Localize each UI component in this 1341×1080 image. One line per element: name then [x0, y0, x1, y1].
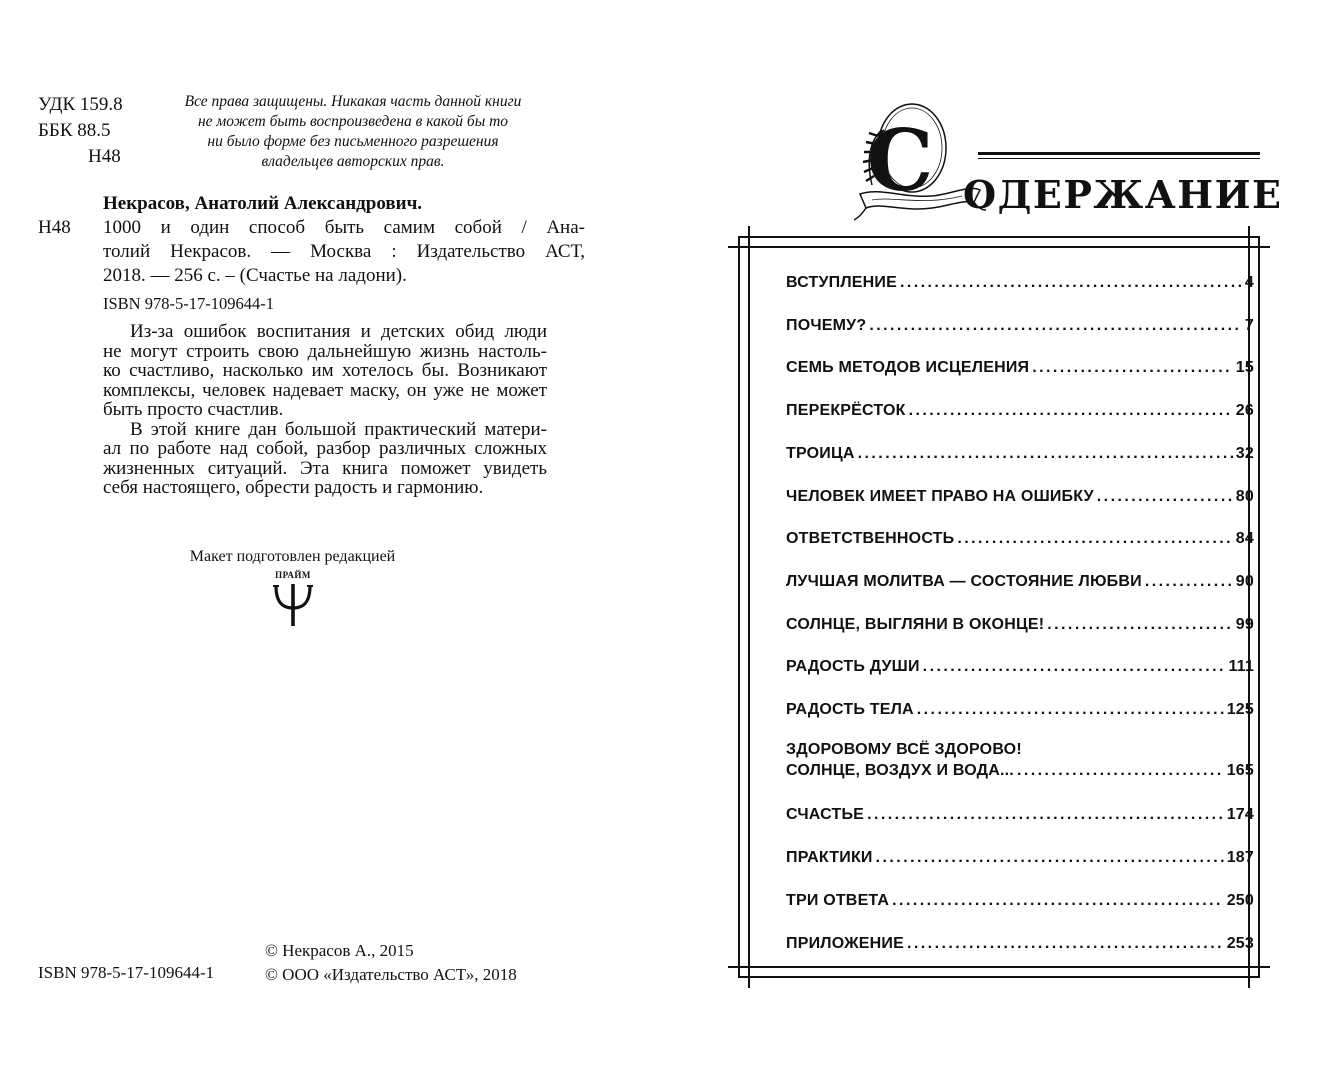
toc-entry [786, 804, 1254, 825]
toc-entry-page: 4 [1244, 274, 1254, 291]
toc-dot-leader [957, 528, 1232, 549]
annotation-line: себя настоящего, обрести радость и гармонию. [103, 477, 484, 498]
catalog-line: 2018. — 256 с. – (Счастье на ладони). [103, 265, 407, 286]
toc-entry-row [786, 699, 1254, 720]
toc-dot-leader [909, 400, 1233, 421]
annotation [103, 322, 547, 498]
toc-dot-leader [917, 699, 1224, 720]
toc-entry-page: 7 [1244, 316, 1254, 334]
toc-entry-page: 125 [1226, 701, 1254, 718]
toc-dot-leader [1097, 486, 1233, 507]
toc-entry-title: ОТВЕТСТВЕННОСТЬ [786, 530, 955, 548]
author-name: Некрасов, Анатолий Александрович. [103, 193, 423, 214]
toc-entry-page: 187 [1226, 849, 1254, 867]
bbk-code: ББК 88.5 [38, 120, 111, 141]
heading-initial: С [866, 111, 934, 210]
isbn-bottom: ISBN 978-5-17-109644-1 [38, 963, 215, 982]
frame-rule [748, 226, 750, 988]
toc-entry-title: ПРИЛОЖЕНИЕ [786, 934, 904, 952]
copyright-line: © Некрасов А., 2015 [265, 941, 414, 960]
annotation-line: Из-за ошибок воспитания и детских обид люди [130, 321, 547, 342]
toc-entry-row [786, 760, 1254, 781]
toc-entry-title: ЧЕЛОВЕК ИМЕЕТ ПРАВО НА ОШИБКУ [786, 487, 1094, 505]
annotation-line: жизненных ситуаций. Эта книга поможет увидеть [103, 457, 547, 479]
udc-code: УДК 159.8 [38, 94, 123, 115]
contents-page [680, 0, 1341, 1080]
catalog-line: 1000 и один способ быть самим собой / Ана- [103, 217, 585, 238]
toc-entry-row [786, 847, 1254, 868]
toc-entry-title-line: ЗДОРОВОМУ ВСЁ ЗДОРОВО! [786, 740, 1022, 758]
toc-entry-row [786, 933, 1254, 954]
toc-entry-page: 253 [1226, 934, 1254, 952]
toc-entry [786, 528, 1254, 549]
toc-entry [786, 571, 1254, 592]
copyright [265, 939, 517, 987]
toc-entry-title: СОЛНЦЕ, ВОЗДУХ И ВОДА... [786, 761, 1014, 779]
toc-entry-row [786, 486, 1254, 507]
toc-entry-row [786, 528, 1254, 549]
ornate-initial-icon [852, 90, 987, 240]
toc-entry-page: 174 [1226, 806, 1254, 824]
toc-entry [786, 739, 1254, 781]
toc-entry [786, 847, 1254, 868]
rights-line: не может быть воспроизведена в какой бы то [197, 113, 509, 130]
toc-entry-page: 165 [1226, 761, 1254, 779]
toc-dot-leader [858, 443, 1233, 464]
toc-dot-leader [1017, 760, 1224, 781]
toc-entry-title: ТРИ ОТВЕТА [786, 891, 890, 909]
rights-line: владельцев авторских прав. [261, 153, 445, 170]
toc-entry-page: 90 [1235, 572, 1254, 590]
toc-dot-leader [876, 847, 1224, 868]
toc-entry-row [786, 443, 1254, 464]
frame-rule [728, 246, 1270, 248]
toc-dot-leader [867, 804, 1224, 825]
toc-entry-page: 99 [1235, 615, 1254, 633]
toc-dot-leader [1032, 357, 1233, 378]
toc-entry-page: 26 [1235, 402, 1254, 420]
frame-rule [728, 966, 1270, 968]
annotation-line: В этой книге дан большой практический матери- [130, 418, 547, 440]
toc-entry [786, 443, 1254, 464]
copyright-line: © ООО «Издательство АСТ», 2018 [265, 965, 517, 984]
layout-credit: Макет подготовлен редакцией [189, 548, 396, 565]
toc-entry-row [786, 315, 1254, 336]
toc-entry [786, 315, 1254, 336]
toc-dot-leader [892, 890, 1224, 911]
author-mark: Н48 [88, 146, 121, 167]
toc-entry [786, 486, 1254, 507]
toc-entry-row [786, 272, 1254, 293]
toc-entry-row [786, 571, 1254, 592]
toc-entry-row [786, 400, 1254, 421]
rights-line: Все права защищены. Никакая часть данной книги [184, 93, 522, 110]
toc-entry-page: 80 [1235, 487, 1254, 505]
toc-entry-title: ПОЧЕМУ? [786, 316, 867, 334]
toc-entry [786, 272, 1254, 293]
toc-entry [786, 656, 1254, 677]
toc-entry [786, 933, 1254, 954]
toc-dot-leader [923, 656, 1226, 677]
toc-entry-title: ЛУЧШАЯ МОЛИТВА — СОСТОЯНИЕ ЛЮБВИ [786, 572, 1142, 590]
toc-entry-title: ВСТУПЛЕНИЕ [786, 274, 897, 291]
toc-entry [786, 699, 1254, 720]
annotation-line: не могут строить свою дальнейшую жизнь настоль- [103, 340, 547, 362]
toc-entry-title: ТРОИЦА [786, 444, 855, 462]
toc-dot-leader [900, 272, 1242, 293]
toc-entry-title: ПРАКТИКИ [786, 849, 873, 867]
toc-entry-row [786, 656, 1254, 677]
classification-codes [38, 92, 123, 170]
annotation-line: ко счастливо, насколько им хотелось бы. Возникают [103, 360, 547, 381]
toc-entry-row [786, 804, 1254, 825]
toc-entry-page: 32 [1235, 444, 1254, 462]
prime-logo-label: ПРАЙМ [275, 570, 311, 580]
isbn: ISBN 978-5-17-109644-1 [103, 294, 274, 313]
toc-dot-leader [1145, 571, 1233, 592]
toc-entry [786, 357, 1254, 378]
toc-entry [786, 614, 1254, 635]
toc-entry-title: СЕМЬ МЕТОДОВ ИСЦЕЛЕНИЯ [786, 359, 1030, 377]
toc-entry-row [786, 890, 1254, 911]
imprint-page [0, 0, 660, 1080]
toc-entry [786, 400, 1254, 421]
toc-entry-page: 250 [1226, 891, 1254, 909]
toc-entry-page: 84 [1235, 530, 1254, 548]
rights-line: ни было форме без письменного разрешения [207, 133, 499, 150]
toc-entry-title: РАДОСТЬ ДУШИ [786, 658, 920, 676]
annotation-line: ал по работе над собой, разбор различных сложных [103, 438, 547, 459]
toc-entry-row [786, 614, 1254, 635]
page-title: ОДЕРЖАНИЕ [963, 172, 1283, 217]
toc-dot-leader [1047, 614, 1233, 635]
catalog-author-mark: Н48 [38, 217, 71, 238]
toc-entry-page: 111 [1228, 658, 1254, 676]
toc-entry-row [786, 357, 1254, 378]
annotation-line: комплексы, человек надевает маску, он уже не может [103, 379, 547, 401]
toc-entry [786, 890, 1254, 911]
heading-rule [978, 152, 1260, 159]
catalog-description [103, 216, 585, 288]
toc-entry-title: ПЕРЕКРЁСТОК [786, 402, 906, 420]
toc-entry-page: 15 [1235, 359, 1254, 377]
annotation-line: быть просто счастлив. [103, 399, 284, 420]
toc-dot-leader [907, 933, 1224, 954]
frame-rule [1248, 226, 1250, 988]
rights-notice [158, 92, 548, 172]
toc-entry-title: СОЛНЦЕ, ВЫГЛЯНИ В ОКОНЦЕ! [786, 615, 1045, 633]
toc-entry-title: РАДОСТЬ ТЕЛА [786, 701, 914, 718]
toc-entry-title: СЧАСТЬЕ [786, 806, 865, 824]
toc-dot-leader [869, 315, 1242, 336]
catalog-line: толий Некрасов. — Москва : Издательство АСТ, [103, 241, 585, 262]
